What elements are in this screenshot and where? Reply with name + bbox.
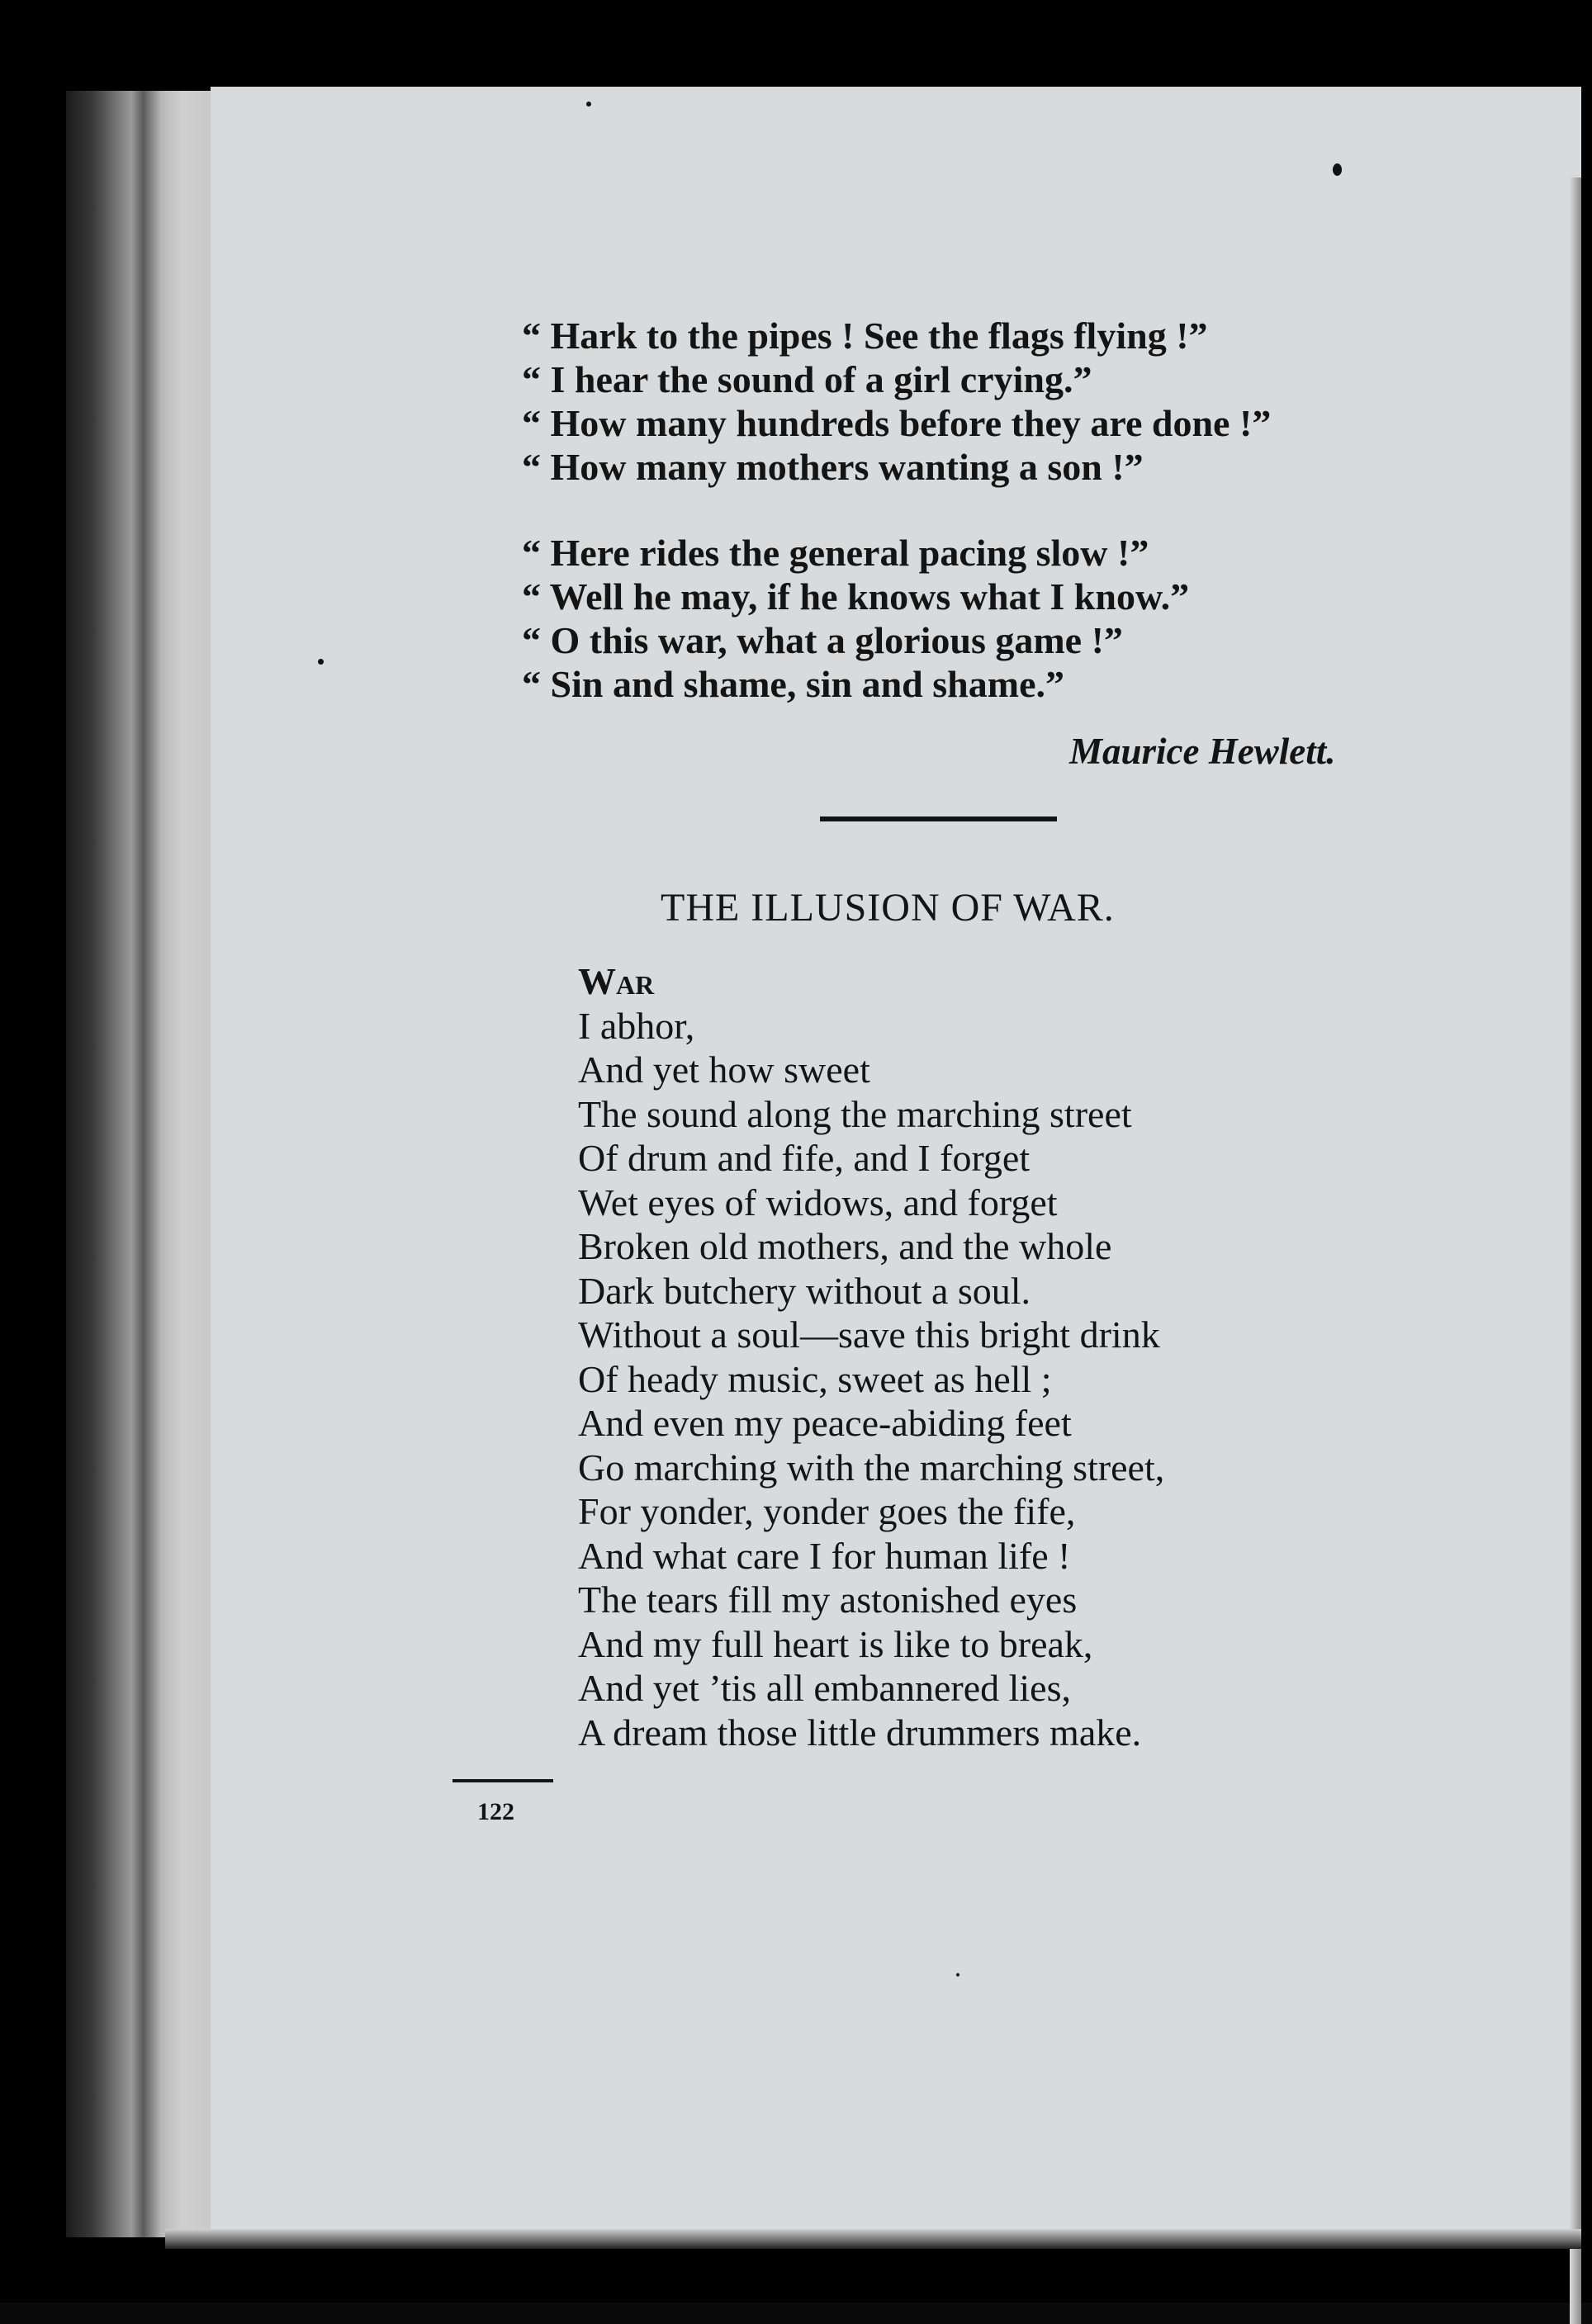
poem-line: And my full heart is like to break, bbox=[578, 1622, 1093, 1665]
stanza-line: “ How many mothers wanting a son !” bbox=[522, 446, 1144, 488]
poem-line: Of drum and fife, and I forget bbox=[578, 1137, 1031, 1179]
poem-line: And yet ’tis all embannered lies, bbox=[578, 1667, 1071, 1709]
stanza-line: “ Hark to the pipes ! See the flags flying !” bbox=[522, 315, 1208, 357]
poem-line: Dark butchery without a soul. bbox=[578, 1269, 1031, 1312]
print-speck bbox=[1333, 163, 1342, 176]
stanza-line: “ How many hundreds before they are done !” bbox=[522, 402, 1272, 444]
poem-line: And yet how sweet bbox=[578, 1048, 870, 1091]
stanza-line: “ I hear the sound of a girl crying.” bbox=[522, 358, 1092, 400]
poem-line: Without a soul—save this bright drink bbox=[578, 1313, 1160, 1356]
book-page-edges bbox=[66, 91, 215, 2237]
page-bottom-edge bbox=[165, 2229, 1581, 2249]
stanza-line: “ Well he may, if he knows what I know.” bbox=[522, 575, 1190, 618]
footer-rule bbox=[452, 1779, 553, 1782]
poem-line: The sound along the marching street bbox=[578, 1092, 1132, 1135]
poem-first-word: War bbox=[578, 960, 655, 1002]
poem-line: Of heady music, sweet as hell ; bbox=[578, 1357, 1052, 1400]
poem-line: For yonder, yonder goes the fife, bbox=[578, 1490, 1076, 1532]
poem-body bbox=[578, 959, 1164, 1754]
poem-line: Go marching with the marching street, bbox=[578, 1446, 1165, 1489]
stanza-line: “ O this war, what a glorious game !” bbox=[522, 619, 1123, 661]
print-speck bbox=[318, 659, 324, 665]
quoted-stanza-1 bbox=[522, 314, 1271, 489]
poem-title: THE ILLUSION OF WAR. bbox=[661, 886, 1115, 930]
poem-line: I abhor, bbox=[578, 1004, 695, 1047]
poem-line: And what care I for human life ! bbox=[578, 1534, 1071, 1577]
poem-line: Wet eyes of widows, and forget bbox=[578, 1181, 1058, 1224]
poem-line: Broken old mothers, and the whole bbox=[578, 1225, 1112, 1267]
poem-line: The tears fill my astonished eyes bbox=[578, 1579, 1078, 1621]
page-gutter-shadow bbox=[1570, 177, 1581, 2324]
page-number: 122 bbox=[477, 1798, 514, 1825]
print-speck bbox=[586, 102, 591, 106]
stanza-line: “ Sin and shame, sin and shame.” bbox=[522, 663, 1064, 705]
print-speck bbox=[956, 1973, 959, 1976]
stanza-line: “ Here rides the general pacing slow !” bbox=[522, 532, 1149, 574]
poem-line: A dream those little drummers make. bbox=[578, 1711, 1142, 1754]
section-divider bbox=[820, 816, 1057, 821]
author-attribution: Maurice Hewlett. bbox=[1069, 731, 1336, 772]
quoted-stanza-2 bbox=[522, 531, 1189, 706]
poem-line: And even my peace-abiding feet bbox=[578, 1402, 1072, 1444]
